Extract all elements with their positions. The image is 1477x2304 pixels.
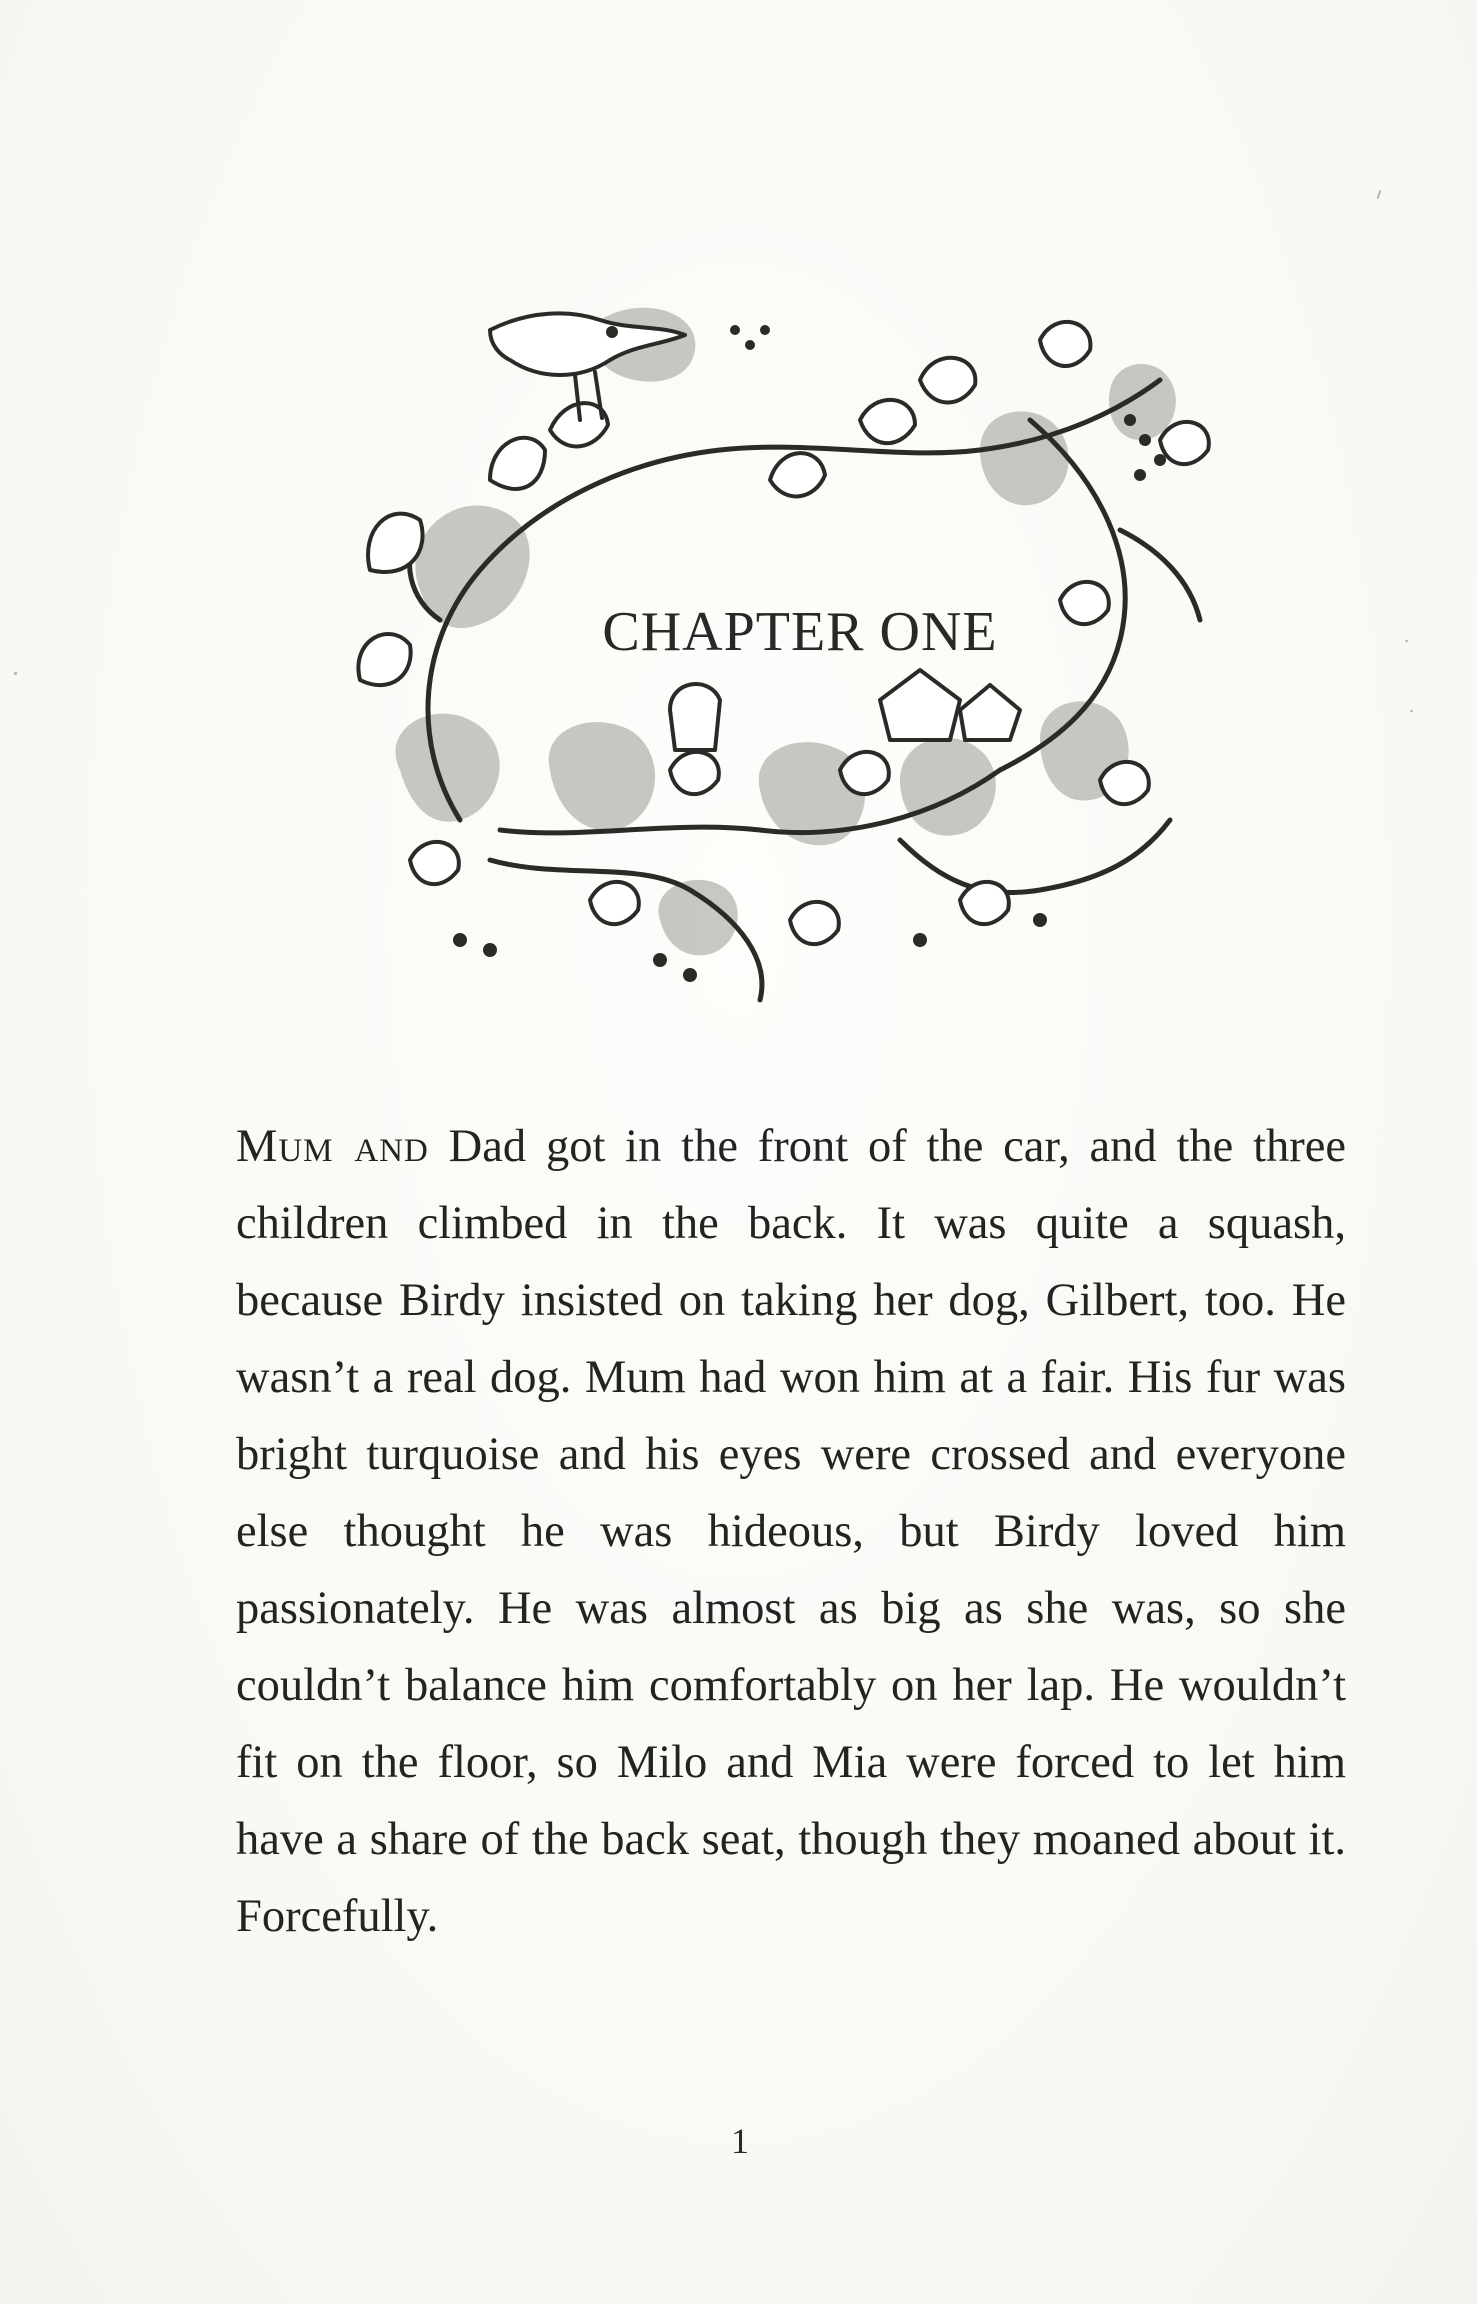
foliage-wreath-illustration — [340, 300, 1280, 1040]
paper-speck — [1405, 640, 1408, 642]
foliage-wreath-icon — [340, 300, 1280, 1040]
chapter-body — [236, 1108, 1346, 1955]
opening-smallcaps: Mum and — [236, 1121, 429, 1172]
page-number: 1 — [731, 2121, 749, 2161]
chapter-title: CHAPTER ONE — [602, 601, 998, 663]
paragraph-text: Dad got in the front of the car, and the three children climbed in the back. It was quite a squash, because Birdy insisted on taking her dog, Gilbert, too. He wasn’t a real dog. Mum had won him at a fair. His fur was bright turquoise and his eyes were crossed and everyone else thought he was hideous, but Birdy loved him passionately. He was almost as big as she was, so she couldn’t balance him comfortably on her lap. He wouldn’t fit on the floor, so Milo and Mia were forced to let him have a share of the back seat, though they moaned about it. Forcefully. — [236, 1121, 1347, 1942]
paper-speck — [14, 672, 17, 675]
opening-paragraph — [236, 1108, 1346, 1955]
paper-speck — [1410, 710, 1413, 712]
paper-speck — [1377, 190, 1382, 199]
